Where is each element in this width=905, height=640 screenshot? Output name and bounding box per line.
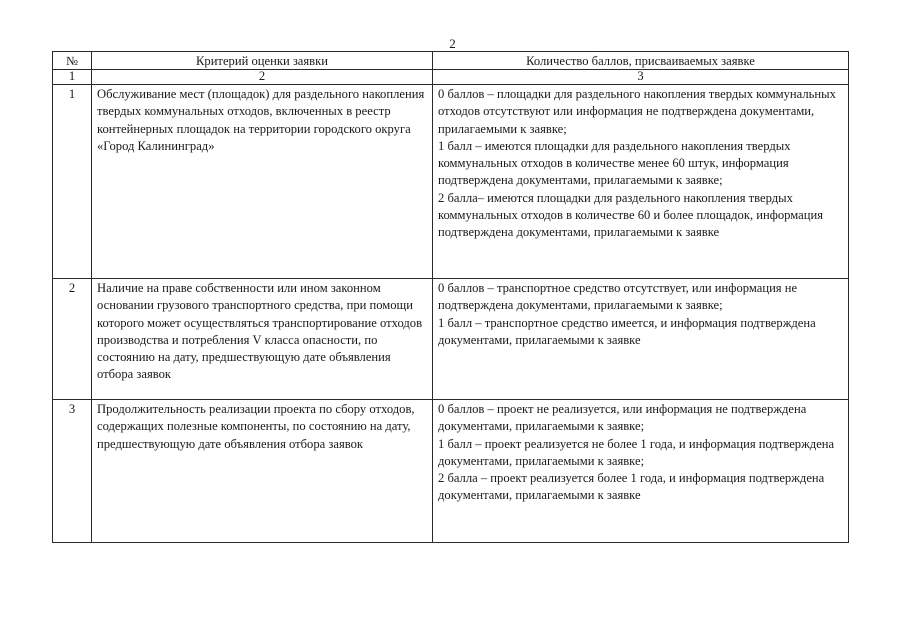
score-cell [433, 279, 849, 400]
score-option: 1 балл – транспортное средство имеется, и информация подтверждена документами, прилагаемыми к заявке [438, 315, 816, 347]
score-option: 1 балл – проект реализуется не более 1 года, и информация подтверждена документами, прилагаемыми к заявке; [438, 436, 835, 468]
criterion-cell: Обслуживание мест (площадок) для раздельного накопления твердых коммунальных отходов, включенных в реестр контейнерных площадок на территории городского округа «Город Калининград» [92, 85, 433, 279]
row-number: 3 [53, 400, 92, 543]
column-number: 1 [53, 70, 92, 85]
header-number: № [53, 52, 92, 70]
criterion-cell: Наличие на праве собственности или ином законном основании грузового транспортного средства, при помощи которого может осуществляться транспортирование отходов производства и потребления V класса опасности, по состоянию на дату, предшествующую дате объявления отбора заявок [92, 279, 433, 400]
score-cell [433, 400, 849, 543]
table-header-row [53, 52, 849, 70]
score-option: 0 баллов – транспортное средство отсутствует, или информация не подтверждена документами, прилагаемыми к заявке; [438, 281, 798, 313]
table-row [53, 400, 849, 543]
column-number-row [53, 70, 849, 85]
header-score: Количество баллов, присваиваемых заявке [433, 52, 849, 70]
column-number: 2 [92, 70, 433, 85]
header-criterion: Критерий оценки заявки [92, 52, 433, 70]
score-option: 1 балл – имеются площадки для раздельного накопления твердых коммунальных отходов в количестве менее 60 штук, информация подтверждена документами, прилагаемыми к заявке; [438, 138, 791, 188]
score-option: 0 баллов – проект не реализуется, или информация не подтверждена документами, прилагаемыми к заявке; [438, 402, 807, 434]
column-number: 3 [433, 70, 849, 85]
row-number: 1 [53, 85, 92, 279]
page-number: 2 [449, 36, 456, 51]
row-number: 2 [53, 279, 92, 400]
criterion-cell: Продолжительность реализации проекта по сбору отходов, содержащих полезные компоненты, по состоянию на дату, предшествующую дате объявления отбора заявок [92, 400, 433, 543]
score-option: 2 балла– имеются площадки для раздельного накопления твердых коммунальных отходов в количестве 60 и более площадок, информация подтверждена документами, прилагаемыми к заявке [438, 190, 824, 240]
evaluation-criteria-table [52, 51, 849, 543]
table-row [53, 279, 849, 400]
table-row [53, 85, 849, 279]
score-option: 2 балла – проект реализуется более 1 года, и информация подтверждена документами, прилагаемыми к заявке [438, 471, 825, 503]
score-cell [433, 85, 849, 279]
score-option: 0 баллов – площадки для раздельного накопления твердых коммунальных отходов отсутствуют или информация не подтверждена документами, прилагаемыми к заявке; [438, 87, 836, 136]
